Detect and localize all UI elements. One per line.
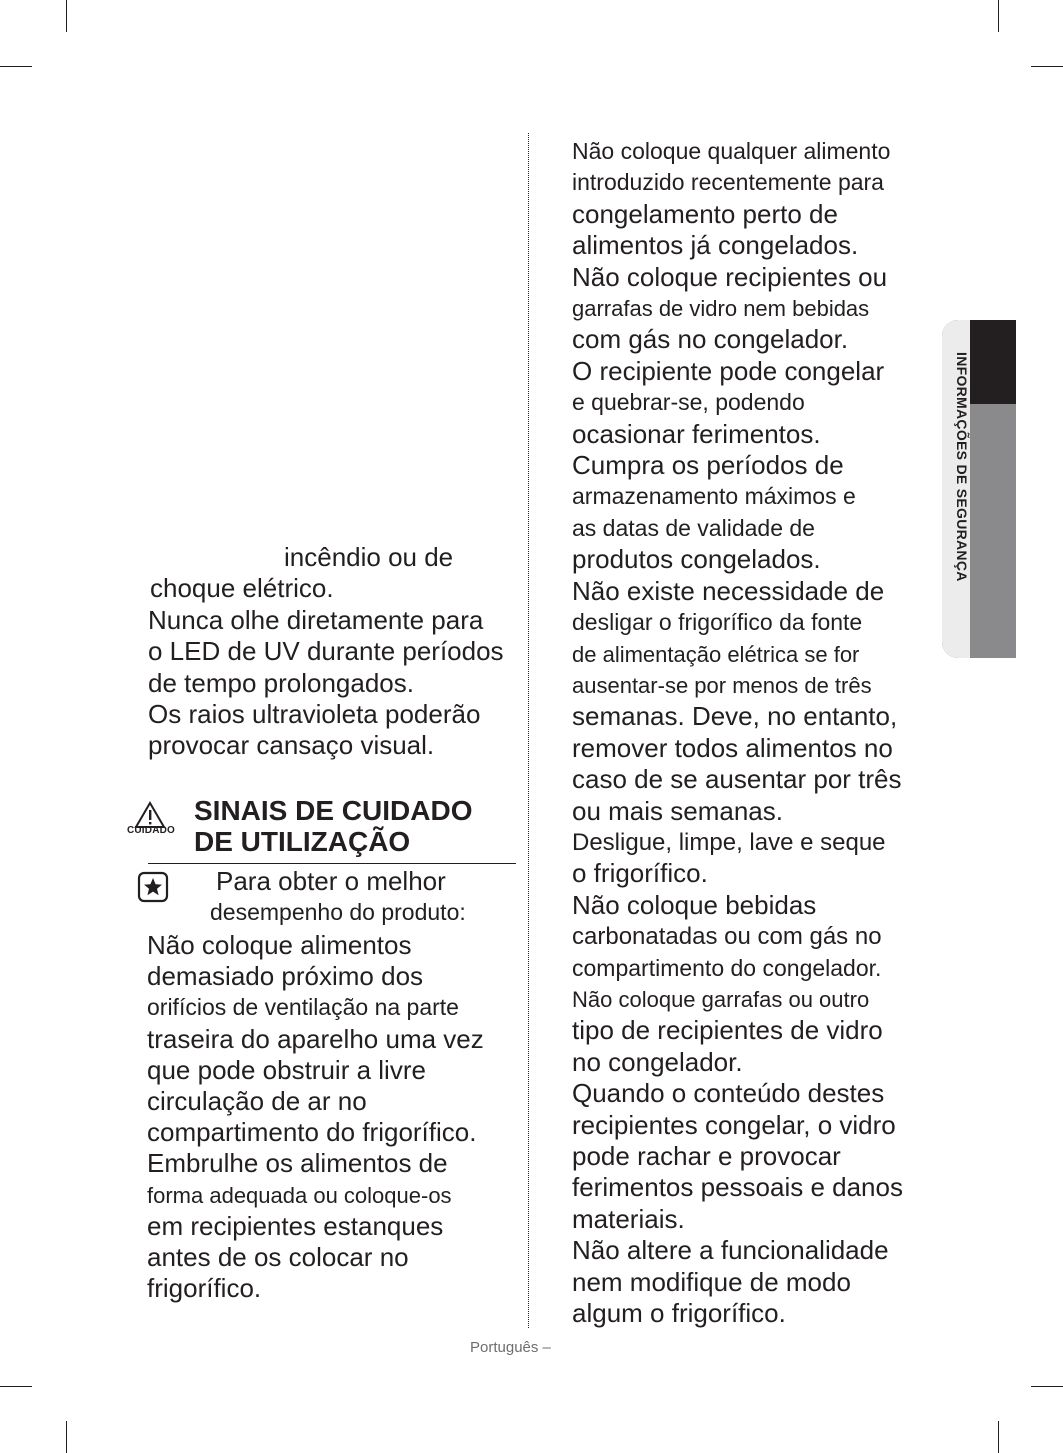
text-line: recipientes congelar, o vidro <box>572 1109 896 1140</box>
text-line: produtos congelados. <box>572 544 821 575</box>
text-line: incêndio ou de <box>284 542 454 572</box>
text-line: garrafas de vidro nem bebidas <box>572 296 870 322</box>
text-line: compartimento do congelador. <box>572 954 882 981</box>
text-line: caso de se ausentar por três <box>572 764 902 795</box>
crop-mark <box>66 0 67 32</box>
text-line: as datas de validade de <box>572 514 815 541</box>
crop-mark <box>66 1421 67 1453</box>
text-line: de alimentação elétrica se for <box>572 641 860 667</box>
text-line: forma adequada ou coloque-os <box>147 1182 452 1208</box>
column-divider <box>528 133 529 1328</box>
caution-label: CUIDADO <box>126 825 176 836</box>
text-line: Não existe necessidade de <box>572 575 885 606</box>
text-line: algum o frigorífico. <box>572 1298 786 1329</box>
section-title <box>194 795 472 857</box>
text-line: de tempo prolongados. <box>148 667 414 698</box>
text-line: ausentar-se por menos de três <box>572 672 872 698</box>
star-box-icon <box>137 871 169 903</box>
text-line: remover todos alimentos no <box>572 732 893 763</box>
text-line: Não coloque qualquer alimento <box>572 138 891 164</box>
text-line: frigorífico. <box>147 1273 262 1304</box>
text-line: semanas. Deve, no entanto, <box>572 701 898 732</box>
page-footer: Português – <box>470 1339 551 1356</box>
right-column-text <box>572 136 952 1329</box>
text-line: Não coloque recipientes ou <box>572 261 888 292</box>
text-line: em recipientes estanques <box>147 1210 444 1241</box>
text-line: circulação de ar no <box>147 1086 367 1117</box>
text-line: compartimento do frigorífico. <box>147 1117 477 1148</box>
side-tab-dark-block <box>970 320 1016 404</box>
text-line: choque elétrico. <box>150 573 334 604</box>
text-line: o LED de UV durante períodos <box>148 636 504 667</box>
text-line: ocasionar ferimentos. <box>572 418 821 449</box>
crop-mark <box>0 66 32 67</box>
crop-mark <box>1031 66 1063 67</box>
text-line: Quando o conteúdo destes <box>572 1078 885 1109</box>
crop-mark <box>998 1421 999 1453</box>
text-line: Os raios ultravioleta poderão <box>148 699 481 730</box>
text-line: ferimentos pessoais e danos <box>572 1172 903 1203</box>
text-line: desligar o frigorífico da fonte <box>572 609 863 636</box>
section-title-line: DE UTILIZAÇÃO <box>194 826 411 857</box>
performance-intro <box>210 866 466 929</box>
text-line: materiais. <box>572 1203 685 1234</box>
text-line: ou mais semanas. <box>572 795 783 826</box>
text-line: nem modifique de modo <box>572 1266 851 1297</box>
text-line: que pode obstruir a livre <box>147 1054 426 1085</box>
side-tab-label: INFORMAÇÕES DE SEGURANÇA <box>954 352 970 582</box>
text-line: O recipiente pode congelar <box>572 355 885 386</box>
crop-mark <box>0 1386 32 1387</box>
text-line: com gás no congelador. <box>572 324 849 355</box>
text-line: introduzido recentemente para <box>572 169 884 196</box>
text-line: alimentos já congelados. <box>572 230 859 261</box>
text-line: Cumpra os períodos de <box>572 450 844 481</box>
section-rule <box>148 863 516 864</box>
crop-mark <box>998 0 999 32</box>
text-line: no congelador. <box>572 1046 743 1077</box>
text-line: traseira do aparelho uma vez <box>147 1023 484 1054</box>
text-line: Não coloque bebidas <box>572 889 817 920</box>
text-line: antes de os colocar no <box>147 1242 409 1273</box>
text-line: carbonatadas ou com gás no <box>572 923 882 951</box>
text-line: demasiado próximo dos <box>147 961 424 992</box>
text-line: Nunca olhe diretamente para <box>148 604 484 635</box>
text-line: armazenamento máximos e <box>572 483 856 510</box>
text-line: tipo de recipientes de vidro <box>572 1015 883 1046</box>
text-line: pode rachar e provocar <box>572 1141 841 1171</box>
text-line: provocar cansaço visual. <box>148 730 435 761</box>
text-line: Não coloque alimentos <box>147 930 412 960</box>
crop-mark <box>1031 1386 1063 1387</box>
text-line: o frigorífico. <box>572 858 708 889</box>
text-line: orifícios de ventilação na parte <box>147 994 459 1021</box>
performance-body <box>147 930 484 1304</box>
text-line: Embrulhe os alimentos de <box>147 1148 448 1179</box>
text-line: e quebrar-se, podendo <box>572 389 805 416</box>
left-column-text <box>148 542 520 762</box>
text-line: Desligue, limpe, lave e seque <box>572 828 886 856</box>
text-line: Não coloque garrafas ou outro <box>572 986 870 1012</box>
text-line: congelamento perto de <box>572 198 838 229</box>
text-line: Para obter o melhor <box>216 866 446 896</box>
text-line: Não altere a funcionalidade <box>572 1235 889 1266</box>
text-line: desempenho do produto: <box>210 899 466 926</box>
section-title-line: SINAIS DE CUIDADO <box>194 795 473 826</box>
